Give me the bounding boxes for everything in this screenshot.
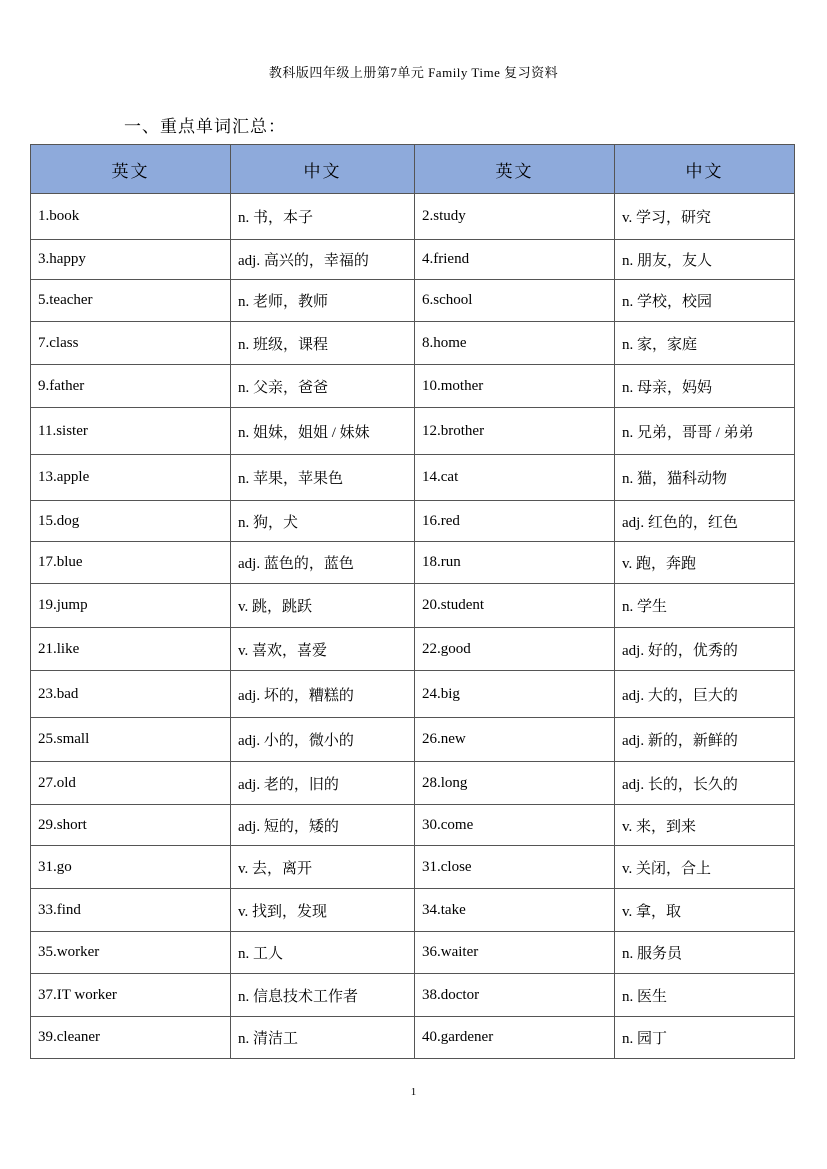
word-chinese-cell: n. 信息技术工作者 (231, 974, 415, 1017)
word-english-cell: 37.IT worker (31, 974, 231, 1017)
word-english-cell: 14.cat (415, 455, 615, 501)
word-english-cell: 31.go (31, 846, 231, 889)
word-chinese-cell: v. 喜欢，喜爱 (231, 628, 415, 671)
word-english-cell: 3.happy (31, 240, 231, 280)
word-english-cell: 15.dog (31, 501, 231, 542)
document-header: 教科版四年级上册第7单元 Family Time 复习资料 (268, 65, 559, 80)
table-row (31, 974, 795, 1017)
word-english-cell: 35.worker (31, 932, 231, 974)
table-row (31, 628, 795, 671)
word-chinese-cell: n. 工人 (231, 932, 415, 974)
word-english-cell: 23.bad (31, 671, 231, 718)
header-chinese-1: 中文 (231, 145, 415, 194)
table-row (31, 542, 795, 584)
word-chinese-cell: n. 医生 (615, 974, 795, 1017)
word-chinese-cell: adj. 短的，矮的 (231, 805, 415, 846)
word-english-cell: 25.small (31, 718, 231, 762)
word-english-cell: 18.run (415, 542, 615, 584)
word-chinese-cell: v. 拿，取 (615, 889, 795, 932)
word-english-cell: 24.big (415, 671, 615, 718)
table-row (31, 718, 795, 762)
word-chinese-cell: n. 父亲，爸爸 (231, 365, 415, 408)
word-chinese-cell: adj. 高兴的，幸福的 (231, 240, 415, 280)
word-english-cell: 12.brother (415, 408, 615, 455)
word-chinese-cell: n. 姐妹，姐姐 / 妹妹 (231, 408, 415, 455)
word-english-cell: 7.class (31, 322, 231, 365)
word-chinese-cell: v. 跑，奔跑 (615, 542, 795, 584)
word-chinese-cell: adj. 新的，新鲜的 (615, 718, 795, 762)
word-english-cell: 28.long (415, 762, 615, 805)
word-english-cell: 26.new (415, 718, 615, 762)
table-row (31, 501, 795, 542)
header-english-1: 英文 (31, 145, 231, 194)
table-row (31, 1017, 795, 1059)
table-row (31, 322, 795, 365)
word-chinese-cell: n. 书，本子 (231, 194, 415, 240)
word-chinese-cell: adj. 小的，微小的 (231, 718, 415, 762)
section-title: 一、重点单词汇总： (124, 117, 286, 136)
word-chinese-cell: adj. 长的，长久的 (615, 762, 795, 805)
word-english-cell: 17.blue (31, 542, 231, 584)
word-chinese-cell: n. 学生 (615, 584, 795, 628)
table-row (31, 584, 795, 628)
table-row (31, 455, 795, 501)
word-chinese-cell: adj. 大的，巨大的 (615, 671, 795, 718)
word-chinese-cell: n. 母亲，妈妈 (615, 365, 795, 408)
table-header-row (31, 145, 795, 194)
word-chinese-cell: n. 兄弟，哥哥 / 弟弟 (615, 408, 795, 455)
word-english-cell: 31.close (415, 846, 615, 889)
word-chinese-cell: n. 服务员 (615, 932, 795, 974)
word-english-cell: 10.mother (415, 365, 615, 408)
table-row (31, 932, 795, 974)
table-row (31, 280, 795, 322)
page-number: 1 (410, 1086, 417, 1098)
word-english-cell: 22.good (415, 628, 615, 671)
word-english-cell: 4.friend (415, 240, 615, 280)
word-english-cell: 34.take (415, 889, 615, 932)
word-english-cell: 1.book (31, 194, 231, 240)
word-english-cell: 9.father (31, 365, 231, 408)
word-chinese-cell: n. 班级，课程 (231, 322, 415, 365)
word-english-cell: 36.waiter (415, 932, 615, 974)
word-chinese-cell: adj. 红色的，红色 (615, 501, 795, 542)
word-chinese-cell: v. 跳，跳跃 (231, 584, 415, 628)
word-english-cell: 19.jump (31, 584, 231, 628)
table-row (31, 846, 795, 889)
word-english-cell: 2.study (415, 194, 615, 240)
word-english-cell: 29.short (31, 805, 231, 846)
word-chinese-cell: v. 找到，发现 (231, 889, 415, 932)
word-english-cell: 33.find (31, 889, 231, 932)
word-chinese-cell: v. 学习，研究 (615, 194, 795, 240)
table-row (31, 240, 795, 280)
word-english-cell: 5.teacher (31, 280, 231, 322)
table-row (31, 408, 795, 455)
table-row (31, 762, 795, 805)
word-english-cell: 40.gardener (415, 1017, 615, 1059)
word-chinese-cell: v. 去，离开 (231, 846, 415, 889)
word-chinese-cell: n. 猫，猫科动物 (615, 455, 795, 501)
word-english-cell: 8.home (415, 322, 615, 365)
table-row (31, 889, 795, 932)
word-english-cell: 38.doctor (415, 974, 615, 1017)
word-english-cell: 30.come (415, 805, 615, 846)
table-row (31, 365, 795, 408)
word-chinese-cell: n. 苹果，苹果色 (231, 455, 415, 501)
header-chinese-2: 中文 (615, 145, 795, 194)
word-chinese-cell: v. 关闭，合上 (615, 846, 795, 889)
word-english-cell: 27.old (31, 762, 231, 805)
word-english-cell: 6.school (415, 280, 615, 322)
word-chinese-cell: n. 园丁 (615, 1017, 795, 1059)
word-english-cell: 20.student (415, 584, 615, 628)
word-chinese-cell: n. 家，家庭 (615, 322, 795, 365)
word-chinese-cell: n. 清洁工 (231, 1017, 415, 1059)
header-english-2: 英文 (415, 145, 615, 194)
word-english-cell: 13.apple (31, 455, 231, 501)
word-chinese-cell: adj. 坏的，糟糕的 (231, 671, 415, 718)
table-row (31, 671, 795, 718)
vocabulary-table (30, 144, 795, 1059)
word-chinese-cell: n. 老师，教师 (231, 280, 415, 322)
word-english-cell: 21.like (31, 628, 231, 671)
word-english-cell: 39.cleaner (31, 1017, 231, 1059)
word-chinese-cell: n. 学校，校园 (615, 280, 795, 322)
word-chinese-cell: n. 朋友，友人 (615, 240, 795, 280)
word-chinese-cell: adj. 蓝色的，蓝色 (231, 542, 415, 584)
table-row (31, 194, 795, 240)
word-chinese-cell: n. 狗，犬 (231, 501, 415, 542)
word-english-cell: 16.red (415, 501, 615, 542)
word-chinese-cell: adj. 老的，旧的 (231, 762, 415, 805)
word-english-cell: 11.sister (31, 408, 231, 455)
word-chinese-cell: v. 来，到来 (615, 805, 795, 846)
table-row (31, 805, 795, 846)
word-chinese-cell: adj. 好的，优秀的 (615, 628, 795, 671)
